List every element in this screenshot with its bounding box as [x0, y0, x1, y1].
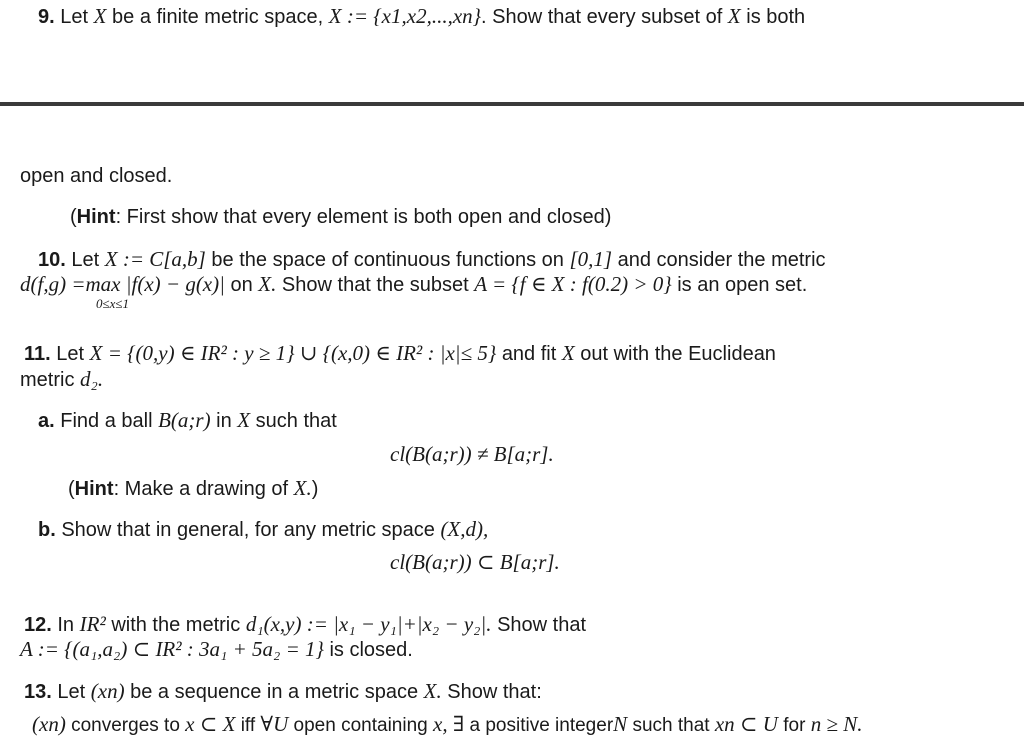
p9-math-x-2: X: [727, 4, 741, 28]
p10-text: Let: [71, 249, 100, 271]
p11a-label: a.: [38, 410, 55, 432]
p10-math-interval: [0,1]: [569, 247, 613, 271]
p10-text-on: on: [230, 274, 253, 296]
problem-11a-line: [38, 408, 337, 433]
p13-math-bound: n ≥ N.: [810, 712, 863, 736]
p11a-hint-math: X.: [293, 476, 312, 500]
p10-math-set-a: A = {f ∈ X : f(0.2) > 0}: [474, 272, 672, 296]
p9-hint-label: Hint: [76, 206, 116, 228]
problem-10-line-1: [38, 247, 826, 272]
p13-text-open: open containing: [293, 715, 428, 736]
p12-text-closed: is closed.: [329, 639, 413, 661]
problem-11-line-2: [20, 367, 103, 392]
problem-10-number: 10.: [38, 249, 66, 271]
p11b-label: b.: [38, 519, 56, 541]
p13-text-for: for: [783, 715, 806, 736]
p12-text-3: Show that: [497, 614, 587, 636]
p13-text: Let: [57, 681, 86, 703]
problem-13-number: 13.: [24, 681, 52, 703]
p13-math-limit: x ⊂ X: [185, 712, 236, 736]
p13-math-n: N: [613, 712, 628, 736]
p11a-math-ball: B(a;r): [158, 408, 211, 432]
p10-text-3: and consider the metric: [617, 249, 826, 271]
p11-text-3: out with the Euclidean: [580, 343, 776, 365]
page-divider: [0, 102, 1024, 106]
problem-13-line-2: [32, 712, 862, 738]
problem-11-line-1: [24, 341, 776, 366]
problem-12-line-1: [24, 612, 586, 637]
p9-text-2: be a finite metric space,: [112, 6, 324, 28]
p11a-hint-close: ): [311, 478, 319, 500]
p13-text-integer: a positive integer: [469, 715, 614, 736]
p13-text-converges: converges to: [71, 715, 180, 736]
p9-math-x: X: [93, 4, 107, 28]
p11-math-x: X: [561, 341, 575, 365]
p10-max-subscript: 0≤x≤1: [96, 296, 130, 311]
p9-hint-open: (: [70, 206, 77, 228]
p11a-text-3: such that: [255, 410, 337, 432]
p12-math-metric: d₁(x,y) := |x₁ − y₁|+|x₂ − y₂|.: [245, 612, 492, 636]
p10-math-space: X := C[a,b]: [104, 247, 206, 271]
p11b-text: Show that in general, for any metric space: [61, 519, 435, 541]
p12-text-2: with the metric: [111, 614, 241, 636]
p9-text: Let: [60, 6, 89, 28]
problem-9-line-2: open and closed.: [20, 165, 173, 187]
p11a-text: Find a ball: [60, 410, 153, 432]
p10-math-metric: d(f,g) =max |f(x) − g(x)|: [20, 272, 225, 296]
p10-math-x: X.: [258, 272, 277, 296]
p11a-formula: cl(B(a;r)) ≠ B[a;r].: [390, 442, 554, 466]
p11b-math-space: (X,d),: [440, 517, 489, 541]
p11a-hint: [68, 476, 318, 501]
problem-12-line-2: [20, 637, 413, 662]
p12-math-set: A := {(a₁,a₂) ⊂ IR² : 3a₁ + 5a₂ = 1}: [20, 637, 324, 661]
problem-13-line-1: [24, 679, 542, 704]
problem-10-line-2: [20, 272, 807, 297]
p13-math-seq: (xn): [90, 679, 125, 703]
p11-text: Let: [56, 343, 85, 365]
p10-text-subset: Show that the subset: [281, 274, 469, 296]
p11-text-2: and fit: [501, 343, 557, 365]
p13-math-exists: x, ∃: [433, 712, 465, 736]
p12-text: In: [57, 614, 75, 636]
p13-text-such-that: such that: [632, 715, 710, 736]
p13-math-member: xn ⊂ U: [714, 712, 778, 736]
problem-11-number: 11.: [24, 343, 51, 365]
p11a-hint-open: (: [68, 478, 75, 500]
problem-12-number: 12.: [24, 614, 52, 636]
p9-text-3: . Show that every subset of: [481, 6, 723, 28]
p13-math-x: X.: [423, 679, 442, 703]
p10-text-2: be the space of continuous functions on: [211, 249, 564, 271]
p13-math-forall: ∀U: [260, 712, 289, 736]
p11a-text-2: in: [216, 410, 232, 432]
problem-11b-line: [38, 517, 488, 542]
problem-9-line-1: [38, 4, 805, 29]
problem-9-number: 9.: [38, 6, 55, 28]
p11a-hint-label: Hint: [74, 478, 114, 500]
p11b-formula: cl(B(a;r)) ⊂ B[a;r].: [390, 550, 560, 574]
p13-math-seq-2: (xn): [32, 712, 66, 736]
p11-math-set: X = {(0,y) ∈ IR² : y ≥ 1} ∪ {(x,0) ∈ IR² : |x|≤ 5}: [89, 341, 497, 365]
p9-math-set: X := {x1,x2,...,xn}: [328, 4, 482, 28]
p13-text-iff: iff: [240, 715, 256, 736]
p11-math-metric: d₂.: [80, 367, 104, 391]
p12-math-space: IR²: [79, 612, 106, 636]
p11a-hint-text: : Make a drawing of: [113, 478, 289, 500]
p9-hint-text: : First show that every element is both open and closed): [115, 206, 612, 228]
p13-text-2: be a sequence in a metric space: [130, 681, 419, 703]
p10-text-open: is an open set.: [677, 274, 808, 296]
p13-text-3: Show that:: [447, 681, 542, 703]
p11-metric-text: metric: [20, 369, 75, 391]
problem-9-hint: [70, 205, 611, 229]
p11a-math-x: X: [237, 408, 251, 432]
p9-text-4: is both: [746, 6, 806, 28]
